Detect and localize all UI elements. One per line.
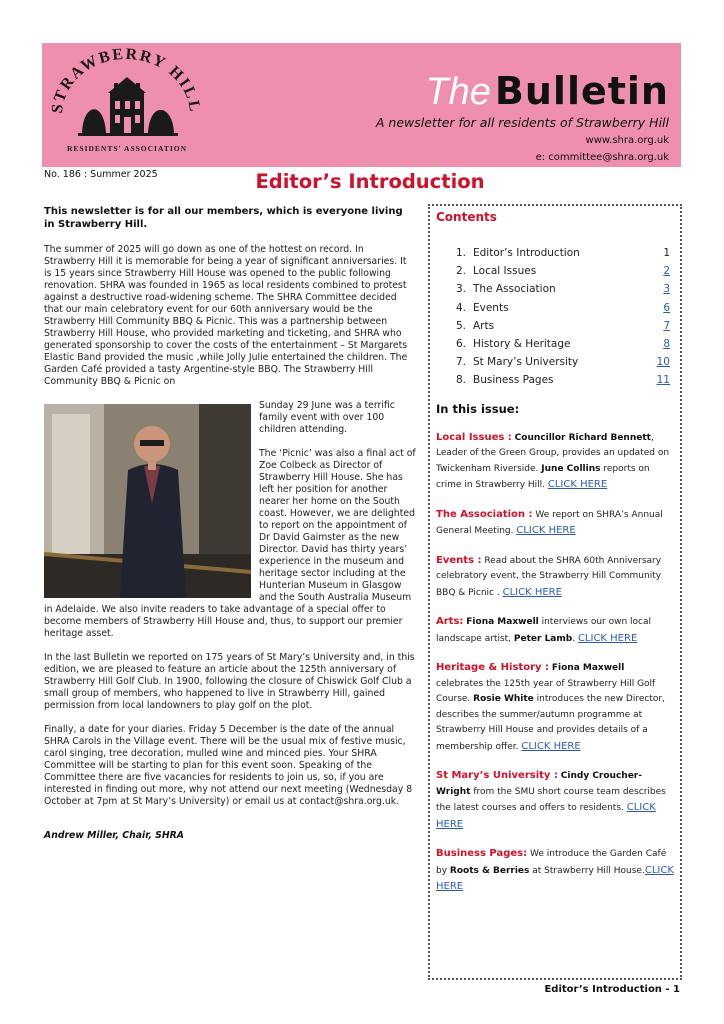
toc-label: Local Issues (473, 265, 537, 278)
header-banner (42, 43, 681, 167)
click-here-link[interactable]: CLICK HERE (577, 632, 638, 644)
section-person: Councillor Richard Bennett (514, 432, 651, 443)
article-paragraph-1-end: Sunday 29 June was a terrific family event with over 100 children attending. (259, 400, 395, 435)
logo-arc-text: STRAWBERRY HILL (48, 45, 204, 115)
click-here-link[interactable]: CLICK HERE (436, 802, 656, 830)
article-paragraph-3: In the last Bulletin we reported on 175 years of St Mary’s University and, in this edition, we are pleased to feature an article about the 125th anniversary of Strawberry Hill Golf Club. In 1900, following the closure of Chiswick Golf Club a small group of members, who happened to live in Strawberry Hill, gained permission from local landowners to play golf on the plot. (44, 652, 415, 711)
section-heading: Heritage & History : (436, 662, 549, 674)
toc-page-link[interactable]: 10 (656, 356, 670, 369)
section-person: Rosie White (473, 694, 534, 705)
section-events (436, 553, 674, 602)
director-photo (44, 404, 251, 598)
toc-page-link[interactable]: 6 (663, 301, 670, 314)
paragraph-1-text: The summer of 2025 will go down as one of the hottest on record. In Strawberry Hill it is memorable for being a year of significant anniversaries. It is 15 years since Strawberry Hill House was opened to the public following renovation. SHRA was founded in 1965 as local residents combined to protest against a destructive road-widening scheme. The SHRA Committee decided that our main celebratory event for our 60th anniversary would be the Strawberry Hill Community BBQ & Picnic. This was a partnership between Strawberry Hill House, who provided marketing and ticketing, and SHRA who generated sponsorship to cover the costs of the entertainment – St Margarets Elastic Band provided the music ,while Jolly Julie entertained the children. The Garden Café provided a tasty Argentine-style BBQ. The Strawberry Hill Community BBQ & Picnic on (44, 244, 408, 387)
section-person: Roots & Berries (449, 865, 530, 876)
section-arts (436, 614, 674, 647)
toc-item[interactable] (456, 335, 674, 353)
masthead-title (376, 71, 669, 112)
masthead-subtitle: A newsletter for all residents of Strawberry Hill (375, 115, 669, 130)
in-this-issue-heading: In this issue: (436, 401, 520, 416)
toc-page-link[interactable]: 11 (656, 374, 670, 387)
author-signoff: Andrew Miller, Chair, SHRA (44, 830, 185, 841)
toc-num: 4. (456, 301, 467, 314)
logo-bottom-text: RESIDENTS' ASSOCIATION (66, 144, 188, 153)
section-heading: St Mary’s University : (436, 770, 558, 782)
click-here-link[interactable]: CLICK HERE (547, 479, 608, 491)
section-person: June Collins (541, 463, 601, 474)
toc-label: Arts (473, 319, 495, 332)
toc-num: 5. (456, 319, 467, 332)
section-history-heritage (436, 660, 674, 755)
page-footer: Editor’s Introduction - 1 (544, 984, 680, 995)
issue-number: No. 186 : Summer 2025 (44, 169, 158, 180)
section-heading: The Association : (436, 508, 533, 520)
section-person: Fiona Maxwell (466, 617, 539, 628)
toc-num: 7. (456, 356, 467, 369)
toc-label: History & Heritage (473, 338, 571, 351)
toc-page: 1 (663, 247, 670, 259)
click-here-link[interactable]: CLICK HERE (502, 586, 562, 598)
toc-page-link[interactable]: 2 (663, 265, 670, 278)
toc-item[interactable] (456, 299, 674, 317)
toc-page-link[interactable]: 7 (663, 319, 670, 332)
contents-list (456, 244, 674, 390)
toc-label: Editor’s Introduction (473, 247, 580, 259)
toc-page-link[interactable]: 8 (663, 338, 670, 351)
section-heading: Arts: (436, 616, 464, 628)
toc-num: 6. (456, 338, 467, 351)
section-text: . (572, 633, 578, 644)
article-lead: This newsletter is for all our members, which is everyone living in Strawberry Hill. (44, 206, 403, 230)
toc-item[interactable] (456, 353, 674, 371)
masthead-bulletin: Bulletin (494, 69, 669, 113)
toc-label: The Association (473, 283, 556, 296)
article-paragraph-2: The ‘Picnic’ was also a final act of Zoe Colbeck as Director of Strawberry Hill House. She has left her position for another nearer her home on the South coast. However, we are delighted to report on the appointment of Dr David Gaimster as the new Director. David has thirty years’ experience in the museum and heritage sector including at the Hunterian Museum in Glasgow and the South Australia Museum in Adelaide. We also invite readers to take advantage of a special offer to become members of Strawberry Hill House and, thus, to support our premier heritage asset. (44, 448, 416, 639)
section-text: at Strawberry Hill House. (529, 865, 645, 876)
click-here-link[interactable]: CLICK HERE (516, 525, 576, 537)
click-here-link[interactable]: CLICK HERE (436, 864, 674, 893)
website-link[interactable]: www.shra.org.uk (585, 135, 669, 146)
masthead (376, 71, 669, 164)
toc-item[interactable] (456, 317, 674, 335)
article-paragraph-1 (44, 244, 416, 388)
shra-logo (42, 43, 212, 167)
section-person: Fiona Maxwell (551, 663, 625, 674)
section-business (436, 846, 674, 896)
section-text: reports on crime in Strawberry Hill. (436, 463, 650, 491)
section-heading: Local Issues : (436, 431, 512, 443)
section-person: Peter Lamb (513, 633, 573, 644)
toc-label: St Mary’s University (473, 356, 579, 369)
toc-item[interactable] (456, 280, 674, 298)
toc-item[interactable] (456, 262, 674, 280)
toc-item[interactable] (456, 371, 674, 389)
section-text: from the SMU short course team describes the latest courses and offers to residents. (436, 786, 666, 814)
toc-label: Events (473, 301, 509, 314)
section-text: introduces the new Director, describes the summer/autumn programme at Strawberry Hill House and provides details of a membership offer. (436, 694, 665, 752)
toc-page-link[interactable]: 3 (663, 283, 670, 296)
section-text: We report on SHRA’s Annual General Meeting. (436, 509, 663, 537)
toc-num: 2. (456, 265, 467, 278)
toc-num: 1. (456, 247, 467, 259)
section-text: , Leader of the Green Group, provides an updated on Twickenham Riverside. (436, 432, 670, 474)
section-person: Cindy Croucher-Wright (436, 771, 642, 797)
section-heading: Business Pages: (436, 848, 528, 860)
section-text: We introduce the Garden Café by (436, 849, 667, 876)
email-link[interactable]: e: committee@shra.org.uk (535, 152, 669, 163)
section-text: celebrates the 125th year of Strawberry Hill Golf Course. (436, 678, 656, 705)
section-text: interviews our own local landscape artist, (436, 617, 652, 644)
section-st-marys (436, 768, 674, 833)
contents-box (428, 204, 682, 980)
click-here-link[interactable]: CLICK HERE (521, 740, 581, 752)
article (44, 205, 416, 842)
toc-num: 3. (456, 283, 467, 296)
section-local-issues (436, 430, 674, 494)
section-text: Read about the SHRA 60th Anniversary celebratory event, the Strawberry Hill Community BBQ & Picnic . (436, 555, 662, 598)
page-title: Editor’s Introduction (255, 170, 485, 193)
contents-title: Contents (436, 210, 497, 224)
toc-item (456, 244, 674, 262)
masthead-the: The (425, 71, 491, 113)
section-heading: Events : (436, 554, 482, 566)
section-association (436, 507, 674, 540)
toc-label: Business Pages (473, 374, 554, 387)
article-paragraph-4: Finally, a date for your diaries. Friday 5 December is the date of the annual SHRA Carols in the Village event. There will be the usual mix of festive music, carol singing, tree decoration, mulled wine and minced pies. Your SHRA Committee will be starting to plan for this event soon. Speaking of the Committee there are five vacancies for residents to join us, so, if you are interested in finding out more, why not attend our next meeting (Wednesday 8 October at 7pm at St Mary’s University) or email us at contact@shra.org.uk. (44, 724, 413, 807)
toc-num: 8. (456, 374, 467, 387)
